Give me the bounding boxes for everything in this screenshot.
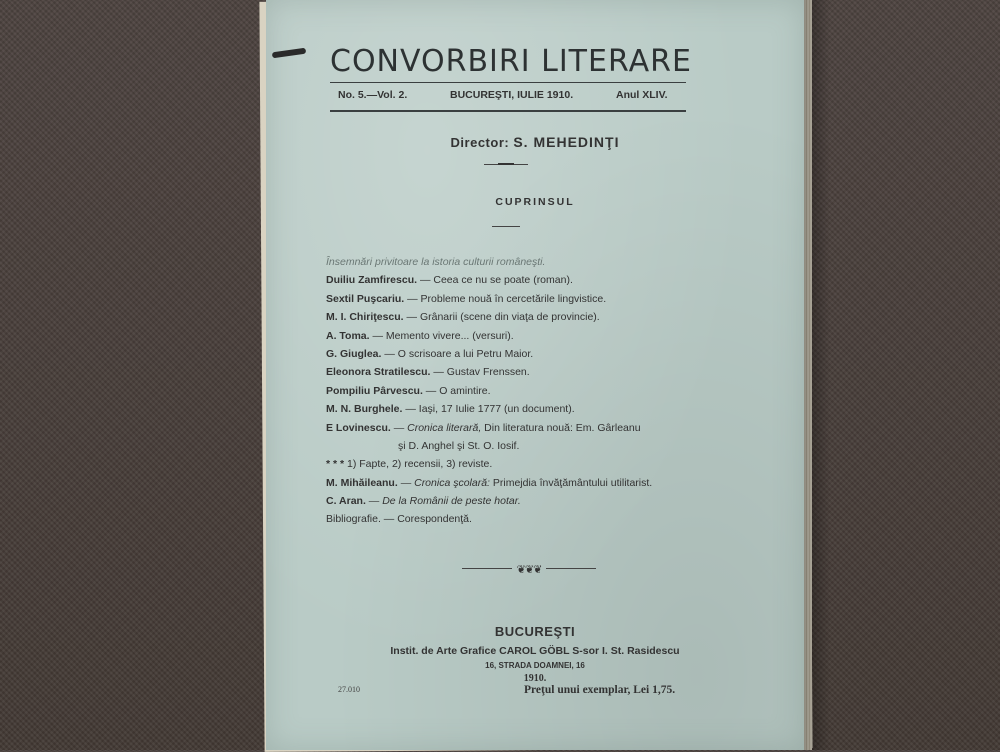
list-item: Eleonora Stratilescu. — Gustav Frenssen. — [326, 366, 530, 379]
list-item: M. Mihăileanu. — Cronica şcolară: Primejdia învăţământului utilitarist. — [326, 476, 653, 489]
list-item: * * * 1) Fapte, 2) recensii, 3) reviste. — [326, 458, 493, 471]
list-item: Pompiliu Pârvescu. — O amintire. — [326, 384, 491, 397]
magazine-shadow — [800, 0, 830, 750]
director-rule-center — [498, 163, 514, 165]
place-date: BUCUREŞTI, IULIE 1910. — [450, 89, 574, 101]
list-item: şi D. Anghel şi St. O. Iosif. — [398, 439, 520, 452]
director-line — [266, 134, 804, 150]
contents-heading: CUPRINSUL — [495, 196, 575, 208]
imprint-address: 16, STRADA DOAMNEI, 16 — [485, 661, 585, 670]
list-item: E Lovinescu. — Cronica literară, Din literatura nouă: Em. Gârleanu — [326, 421, 641, 434]
list-item: C. Aran. — De la Românii de peste hotar. — [326, 495, 521, 508]
list-item: Însemnări privitoare la istoria culturii româneşti. — [326, 256, 546, 268]
year-volume: Anul XLIV. — [616, 89, 668, 101]
director-label: Director: — [450, 135, 510, 150]
list-item: Sextil Puşcariu. — Probleme nouă în cercetările lingvistice. — [326, 292, 607, 305]
issue-number: No. 5.—Vol. 2. — [338, 89, 408, 101]
price-line: Preţul unui exemplar, Lei 1,75. — [524, 684, 676, 696]
imprint-press: Instit. de Arte Grafice CAROL GÖBL S-sor I. St. Rasidescu — [390, 645, 680, 657]
table-of-contents — [326, 253, 766, 529]
contents-rule — [492, 226, 520, 227]
ornament-divider — [462, 563, 596, 575]
imprint-year: 1910. — [523, 673, 547, 684]
ink-stain — [272, 48, 307, 59]
list-item: Bibliografie. — Corespondenţă. — [326, 513, 472, 526]
list-item: M. I. Chiriţescu. — Grânarii (scene din viaţa de provincie). — [326, 311, 600, 324]
magazine-title: CONVORBIRI LITERARE — [330, 44, 692, 79]
ornament-line-right — [546, 568, 596, 569]
list-item: Duiliu Zamfirescu. — Ceea ce nu se poate (roman). — [326, 274, 573, 287]
imprint-city: BUCUREŞTI — [494, 624, 576, 639]
list-item: M. N. Burghele. — Iaşi, 17 Iulie 1777 (un document). — [326, 403, 575, 416]
list-item: G. Giuglea. — O scrisoare a lui Petru Maior. — [326, 347, 534, 360]
print-number: 27.010 — [338, 685, 360, 694]
title-rule-top — [330, 82, 686, 83]
list-item: A. Toma. — Memento vivere... (versuri). — [326, 329, 514, 342]
magazine-cover — [266, 0, 804, 750]
director-name: S. MEHEDINŢI — [513, 134, 620, 150]
title-rule-bottom — [330, 110, 686, 112]
ornament-line-left — [462, 568, 512, 569]
ornament-glyph: ❦❦❦ — [516, 564, 542, 576]
